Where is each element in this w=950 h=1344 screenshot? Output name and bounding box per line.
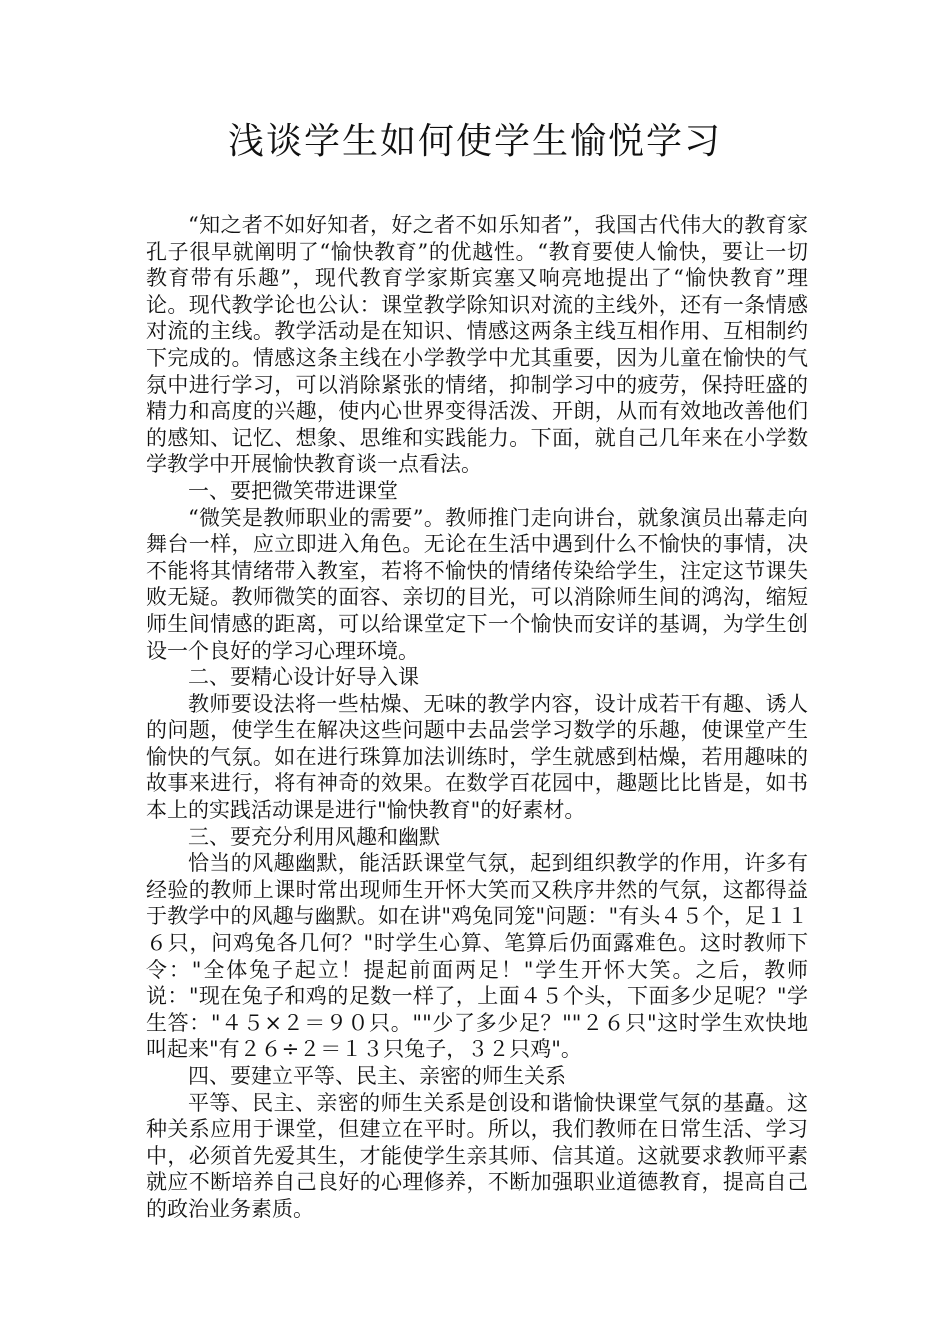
- section-heading-1: 一、要把微笑带进课堂: [188, 478, 398, 503]
- section-paragraph-2: 教师要设法将一些枯燥、无味的教学内容，设计成若干有趣、诱人的问题，使学生在解决这些问题中去品尝学习数学的乐趣，使课堂产生愉快的气氛。如在进行珠算加法训练时，学生就感到枯燥，若用趣味的故事来进行，将有神奇的效果。在数学百花园中，趣题比比皆是，如书本上的实践活动课是进行"愉快教育"的好素材。: [146, 691, 808, 823]
- section-heading-4: 四、要建立平等、民主、亲密的师生关系: [188, 1064, 566, 1088]
- section-paragraph-3: 恰当的风趣幽默，能活跃课堂气氛，起到组织教学的作用，许多有经验的教师上课时常出现师生开怀大笑而又秩序井然的气氛，这都得益于教学中的风趣与幽默。如在讲"鸡兔同笼"问题："有头４５个，足１１６只，问鸡兔各几何？"时学生心算、笔算后仍面露难色。这时教师下令："全体兔子起立！提起前面两足！"学生开怀大笑。之后，教师说："现在兔子和鸡的足数一样了，上面４５个头，下面多少足呢？"学生答："４５×２＝９０只。""少了多少足？""２６只"这时学生欢快地叫起来"有２６÷２＝１３只兔子，３２只鸡"。: [146, 851, 808, 1062]
- section-heading-2: 二、要精心设计好导入课: [188, 665, 419, 690]
- section-paragraph-1: “微笑是教师职业的需要”。教师推门走向讲台，就象演员出幕走向舞台一样，应立即进入角色。无论在生活中遇到什么不愉快的事情，决不能将其情绪带入教室，若将不愉快的情绪传染给学生，注定这节课失败无疑。教师微笑的面容、亲切的目光，可以消除师生间的鸿沟，缩短师生间情感的距离，可以给课堂定下一个愉快而安详的基调，为学生创设一个良好的学习心理环境。: [146, 505, 808, 663]
- document-body: [146, 212, 808, 1223]
- intro-paragraph: “知之者不如好知者，好之者不如乐知者”，我国古代伟大的教育家孔子很早就阐明了“愉快教育”的优越性。“教育要使人愉快，要让一切教育带有乐趣”，现代教育学家斯宾塞又响亮地提出了“愉快教育”理论。现代教学论也公认：课堂教学除知识对流的主线外，还有一条情感对流的主线。教学活动是在知识、情感这两条主线互相作用、互相制约下完成的。情感这条主线在小学教学中尤其重要，因为儿童在愉快的气氛中进行学习，可以消除紧张的情绪，抑制学习中的疲劳，保持旺盛的精力和高度的兴趣，使内心世界变得活泼、开朗，从而有效地改善他们的感知、记忆、想象、思维和实践能力。下面，就自己几年来在小学数学教学中开展愉快教育谈一点看法。: [146, 213, 808, 477]
- document-title: 浅谈学生如何使学生愉悦学习: [227, 121, 722, 162]
- section-heading-3: 三、要充分利用风趣和幽默: [188, 824, 440, 849]
- section-paragraph-4: 平等、民主、亲密的师生关系是创设和谐愉快课堂气氛的基矗。这种关系应用于课堂，但建立在平时。所以，我们教师在日常生活、学习中，必须首先爱其生，才能使学生亲其师、信其道。这就要求教师平素就应不断培养自己良好的心理修养，不断加强职业道德教育，提高自己的政治业务素质。: [146, 1090, 808, 1221]
